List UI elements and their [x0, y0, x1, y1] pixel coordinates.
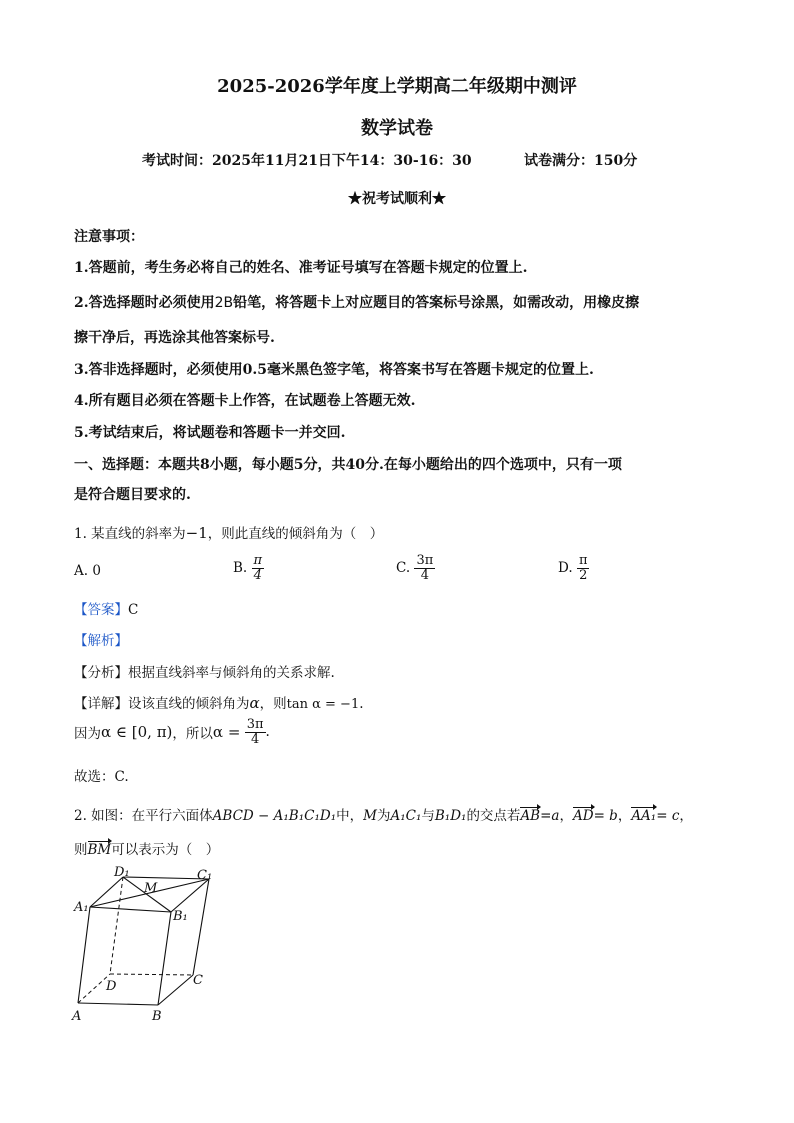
q1-option-b-den: 4	[253, 567, 262, 583]
comma-2: ，	[617, 808, 632, 824]
q1-stem-text: 1. 某直线的斜率为	[74, 526, 186, 542]
label-m: M	[144, 881, 158, 896]
q1-result-fraction	[245, 718, 266, 746]
q1-result-num: 3π	[246, 717, 264, 732]
q1-option-b-num: π	[253, 553, 263, 568]
q1-stem	[74, 522, 383, 542]
edge-dc-hidden	[110, 974, 193, 975]
q1-option-d	[558, 554, 589, 582]
q1-xiangjie-end: .	[359, 696, 364, 712]
label-b: B	[152, 1009, 162, 1024]
q1-option-a	[74, 563, 101, 579]
section1-heading-line2: 是符合题目要求的.	[74, 487, 191, 503]
notice-item-2-part-a: 2.答选择题时必须使用	[74, 295, 215, 311]
edge-b1b	[158, 912, 171, 1005]
alpha-equals: α =	[212, 723, 241, 742]
q2-stem-mid: 中，	[336, 808, 364, 824]
xiangjie-tag: 【详解】	[74, 696, 128, 712]
notice-item-2-cont: 擦干净后，再选涂其他答案标号.	[74, 330, 275, 346]
point-m: M	[363, 808, 377, 824]
analysis-tag	[74, 629, 128, 649]
vector-ad: AD	[572, 808, 594, 824]
q1-stem-end: ，则此直线的倾斜角为（ ）	[207, 526, 384, 542]
alpha-interval: α ∈ [0, π)	[101, 723, 173, 742]
comma-3: ，	[679, 808, 693, 824]
q1-answer: C	[128, 602, 139, 618]
wish-line: ★祝考试顺利★	[348, 191, 446, 207]
q1-option-a-label: A.	[74, 563, 89, 579]
exam-title: 2025-2026学年度上学期高二年级期中测评	[217, 76, 577, 97]
q2-stem-end: 可以表示为（ ）	[111, 842, 220, 858]
q1-fenxi: 根据直线斜率与倾斜角的关系求解.	[128, 665, 335, 681]
q1-result-den: 4	[250, 731, 260, 747]
q2-stem-is: 为	[376, 808, 391, 824]
label-c: C	[193, 973, 203, 988]
vector-aa1: AA₁	[631, 808, 657, 824]
vector-ab: AB	[520, 808, 541, 824]
full-score: 试卷满分：150分	[524, 153, 638, 169]
edge-a1b1	[90, 907, 171, 912]
label-d: D	[106, 979, 117, 994]
parallelepiped-figure	[66, 862, 226, 1028]
q1-option-c-den: 4	[420, 567, 429, 583]
label-a1: A₁	[74, 900, 89, 915]
vector-aa1-eq: = c	[656, 808, 680, 824]
vector-bm: BM	[87, 842, 112, 858]
q1-option-d-den: 2	[579, 567, 588, 583]
segment-b1d1: B₁D₁	[434, 808, 467, 824]
q1-fenxi-line	[74, 661, 335, 681]
q1-option-c-label: C.	[396, 560, 411, 577]
q1-option-a-value: 0	[92, 563, 101, 579]
tan-equation: tan α = −1	[286, 697, 360, 712]
edge-a1a	[78, 907, 90, 1003]
notice-item-2	[74, 292, 639, 312]
notice-item-3: 3.答非选择题时，必须使用0.5毫米黑色签字笔，将答案书写在答题卡规定的位置上.	[74, 362, 594, 378]
pencil-grade: 2B	[214, 295, 234, 311]
notice-item-4: 4.所有题目必须在答题卡上作答，在试题卷上答题无效.	[74, 393, 416, 409]
q2-then: 则	[74, 842, 88, 858]
vector-ab-eq: =a	[540, 808, 560, 824]
q1-xiangjie-then: ，则	[259, 696, 287, 712]
q1-conclusion: 故选：C.	[74, 769, 129, 785]
q2-stem-text: 2. 如图：在平行六面体	[74, 808, 213, 824]
q1-slope: −1	[185, 524, 208, 542]
edge-ab	[78, 1003, 158, 1005]
because-text: 因为	[74, 726, 101, 743]
section1-heading-line1: 一、选择题：本题共8小题，每小题5分，共40分.在每小题给出的四个选项中，只有一项	[74, 457, 622, 473]
edge-c1c	[193, 879, 209, 975]
comma-1: ，	[559, 808, 573, 824]
notice-item-5: 5.考试结束后，将试题卷和答题卡一并交回.	[74, 425, 346, 441]
q1-option-b	[233, 554, 264, 582]
q1-xiangjie-text: 设该直线的倾斜角为	[128, 696, 250, 712]
q2-stem-intersect: 的交点若	[466, 808, 521, 824]
vector-ad-eq: = b	[593, 808, 618, 824]
exam-time: 考试时间：2025年11月21日下午14：30-16：30	[142, 153, 472, 169]
q1-option-c	[396, 554, 435, 582]
q1-option-d-label: D.	[558, 560, 573, 577]
q1-option-b-label: B.	[233, 560, 248, 577]
analysis-tag-text: 【解析】	[74, 633, 128, 649]
edge-d1a1	[90, 877, 123, 907]
fenxi-tag: 【分析】	[74, 665, 128, 681]
q2-stem-line2	[74, 838, 219, 858]
q2-stem-line1	[74, 804, 693, 824]
label-d1: D₁	[114, 865, 130, 880]
q1-option-d-fraction	[577, 554, 590, 582]
q1-answer-line	[74, 598, 138, 618]
answer-tag: 【答案】	[74, 602, 128, 618]
notice-item-2-part-b: 铅笔，将答题卡上对应题目的答案标号涂黑，如需改动，用橡皮擦	[233, 295, 640, 311]
q1-because-end: .	[265, 724, 270, 741]
exam-subject: 数学试卷	[361, 118, 433, 139]
q1-option-d-num: π	[578, 553, 588, 568]
q1-xiangjie-line	[74, 692, 364, 712]
q1-option-c-num: 3π	[416, 553, 434, 568]
alpha-symbol: α	[249, 694, 260, 712]
notice-item-1: 1.答题前，考生务必将自己的姓名、准考证号填写在答题卡规定的位置上.	[74, 260, 528, 276]
q2-stem-and: 与	[421, 808, 435, 824]
therefore-text: ，所以	[172, 726, 213, 743]
q1-because-line	[74, 718, 270, 746]
notice-heading: 注意事项：	[74, 229, 144, 245]
label-c1: C₁	[197, 868, 213, 883]
q1-option-c-fraction	[414, 554, 435, 582]
edge-d1d-hidden	[110, 877, 123, 974]
edge-bc	[158, 975, 193, 1005]
label-a: A	[72, 1009, 82, 1024]
segment-a1c1: A₁C₁	[390, 808, 422, 824]
q2-solid-name: ABCD − A₁B₁C₁D₁	[212, 808, 337, 824]
label-b1: B₁	[173, 909, 188, 924]
q1-option-b-fraction	[252, 554, 265, 582]
